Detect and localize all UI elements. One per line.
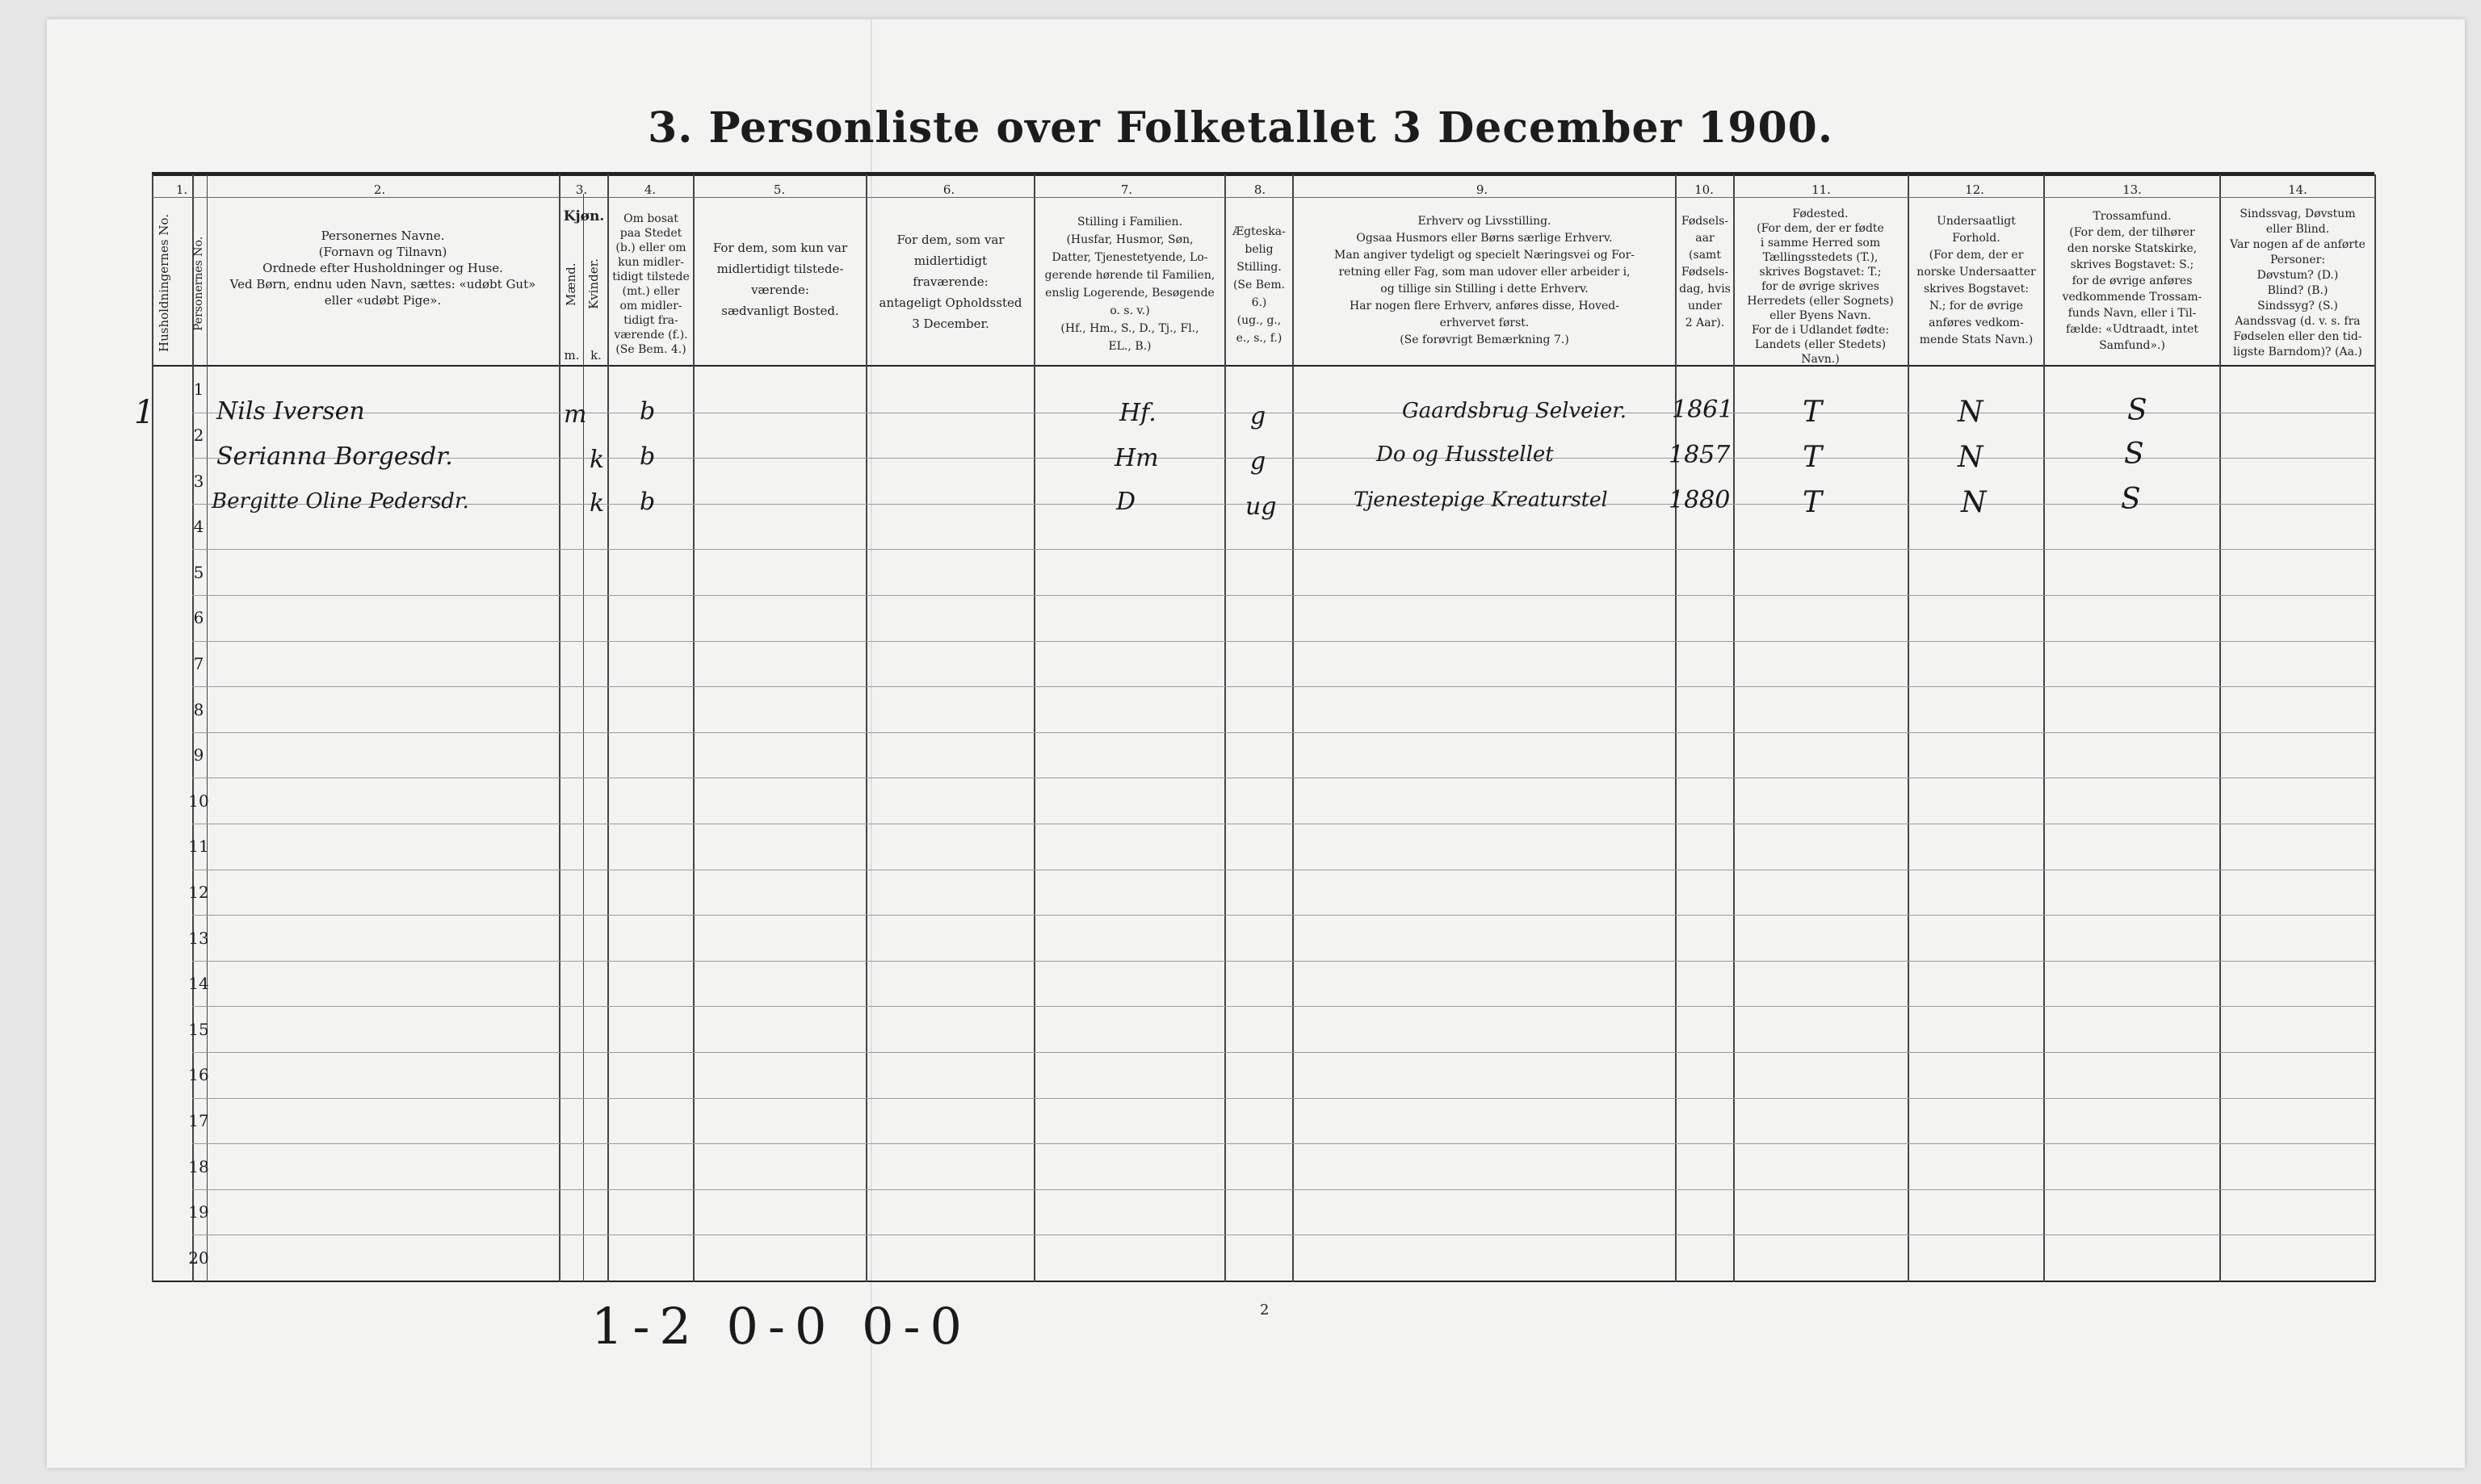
- row-line: [192, 1052, 2374, 1053]
- col-num-5: 5.: [773, 182, 786, 197]
- col-num-7: 7.: [1120, 182, 1133, 197]
- marital-status: g: [1250, 447, 1266, 476]
- col-num-12: 12.: [1965, 182, 1984, 197]
- col-num-3: 3.: [575, 182, 588, 197]
- marital-header: Ægteska- belig Stilling. (Se Bem. 6.) (ug., g., e., s., f.): [1232, 225, 1286, 345]
- row-line: [192, 1143, 2374, 1144]
- row-number: 15: [188, 1020, 209, 1039]
- residence-header: Om bosat paa Stedet (b.) eller om kun midler- tidigt tilstede (mt.) eller om midler- tidigt fra- værende (f.). (Se Bem. 4.): [612, 212, 690, 356]
- birth-year: 1857: [1669, 441, 1731, 469]
- person-no-header: Personernes No.: [192, 236, 205, 331]
- row-number: 11: [188, 836, 209, 856]
- row-line: [192, 458, 2374, 459]
- residence-mark: b: [640, 488, 656, 516]
- row-number: 6: [193, 608, 204, 627]
- disability-header: Sindssvag, Døvstum eller Blind. Var nogen af de anførte Personer: Døvstum? (D.) Blind? (B.) Sindssyg? (S.) Aandssvag (d. v. s. fra Fødselen eller den tid- ligste Barndom)? (Aa.): [2230, 208, 2366, 358]
- person-name: Nils Iversen: [216, 397, 365, 425]
- person-name: Serianna Borgesdr.: [216, 442, 453, 471]
- nationality-header: Undersaatligt Forhold. (For dem, der er norske Undersaatter skrives Bogstavet: N.; for de øvrige anføres vedkom- mende Stats Navn.): [1916, 215, 2036, 346]
- female-abbrev: k.: [590, 348, 602, 363]
- sex-mark: k: [590, 489, 605, 518]
- col-num-10: 10.: [1694, 182, 1714, 197]
- row-number: 13: [188, 929, 209, 948]
- marital-status: ug: [1245, 493, 1277, 521]
- occupation: Gaardsbrug Selveier.: [1402, 399, 1627, 423]
- household-number: 1: [134, 394, 155, 431]
- birth-year: 1861: [1672, 396, 1734, 424]
- col-line: [1675, 174, 1677, 1282]
- col-line: [2374, 174, 2376, 1282]
- sex-mark: m: [564, 400, 587, 429]
- row-number: 20: [188, 1248, 209, 1268]
- col-num-14: 14.: [2288, 182, 2307, 197]
- row-number: 8: [193, 700, 204, 719]
- row-number: 5: [193, 563, 204, 582]
- names-header: Personernes Navne. (Fornavn og Tilnavn) Ordnede efter Husholdninger og Huse. Ved Børn, endnu uden Navn, sættes: «udøbt Gut» eller «udøbt Pige».: [229, 228, 536, 308]
- residence-mark: b: [640, 442, 656, 471]
- row-number: 16: [188, 1065, 209, 1084]
- faith: S: [2121, 483, 2141, 516]
- family-position: Hm: [1115, 444, 1159, 472]
- row-line: [192, 1189, 2374, 1190]
- birthplace-header: Fødested. (For dem, der er fødte i samme Herred som Tællingsstedets (T.), skrives Bogstavet: T.; for de øvrige skrives Herredets (eller Sognets) eller Byens Navn. For de i Udlandet fødte: Landets (eller Stedets) Navn.): [1747, 208, 1894, 366]
- row-line: [192, 595, 2374, 596]
- header-bottom-rule: [152, 365, 2374, 367]
- row-line: [192, 732, 2374, 733]
- page-title: 3. Personliste over Folketallet 3 December 1900.: [648, 103, 1833, 153]
- sex-mark: k: [590, 446, 605, 474]
- col-num-13: 13.: [2122, 182, 2142, 197]
- row-line: [192, 641, 2374, 642]
- row-number: 14: [188, 974, 209, 993]
- row-line: [192, 686, 2374, 687]
- row-number: 4: [193, 517, 204, 536]
- male-header: Mænd.: [564, 262, 578, 306]
- tally-summary: 1-2 0-0 0-0: [591, 1297, 972, 1356]
- col-line: [559, 174, 560, 1282]
- faith: S: [2124, 438, 2144, 471]
- row-line: [192, 549, 2374, 550]
- row-number: 18: [188, 1157, 209, 1176]
- col-num-1: 1.: [175, 182, 188, 197]
- col-line: [607, 174, 609, 1282]
- usual-residence-header: For dem, som kun var midlertidigt tilstede- værende: sædvanligt Bosted.: [712, 241, 848, 318]
- num-row-line: [152, 197, 2374, 198]
- occupation-header: Erhverv og Livsstilling. Ogsaa Husmors eller Børns særlige Erhverv. Man angiver tydeligt og specielt Næringsvei og For- retning eller Fag, som man udover eller arbeider i, og tillige sin Stilling i dette Erhverv. Har nogen flere Erhverv, anføres disse, Hoved- erhvervet først. (Se forøvrigt Bemærkning 7.): [1334, 215, 1635, 346]
- family-position: D: [1116, 488, 1136, 516]
- row-number: 1: [193, 379, 204, 399]
- nationality: N: [1958, 441, 1984, 474]
- residence-mark: b: [640, 397, 656, 425]
- col-num-2: 2.: [373, 182, 386, 197]
- col-line: [1034, 174, 1035, 1282]
- row-number: 2: [193, 425, 204, 445]
- birthplace: T: [1803, 396, 1823, 429]
- birthplace: T: [1803, 441, 1823, 474]
- female-header: Kvinder.: [586, 258, 601, 310]
- nationality: N: [1961, 486, 1987, 519]
- row-number: 3: [193, 472, 204, 491]
- col-line: [693, 174, 695, 1282]
- occupation: Do og Husstellet: [1376, 442, 1554, 467]
- family-position-header: Stilling i Familien. (Husfar, Husmor, Søn, Datter, Tjenestetyende, Lo- gerende hørende til Familien, enslig Logerende, Besøgende o. s. v.) (Hf., Hm., S., D., Tj., Fl., EL., B.): [1044, 216, 1215, 353]
- occupation: Tjenestepige Kreaturstel: [1354, 488, 1608, 511]
- birthplace: T: [1803, 486, 1823, 519]
- row-number: 17: [188, 1111, 209, 1130]
- row-line: [192, 504, 2374, 505]
- family-position: Hf.: [1119, 399, 1157, 427]
- row-line: [192, 1006, 2374, 1007]
- col-num-8: 8.: [1253, 182, 1266, 197]
- page-number: 2: [1260, 1302, 1270, 1318]
- col-line: [866, 174, 867, 1282]
- nationality: N: [1958, 396, 1984, 429]
- temporary-location-header: For dem, som var midlertidigt fraværende: antageligt Opholdssted 3 December.: [879, 233, 1022, 331]
- row-number: 12: [188, 882, 209, 902]
- row-number: 7: [193, 654, 204, 673]
- sex-header: Kjøn.: [563, 208, 605, 224]
- household-no-header: Husholdningernes No.: [157, 214, 171, 353]
- col-num-4: 4.: [644, 182, 657, 197]
- col-line: [1292, 174, 1294, 1282]
- faith-header: Trossamfund. (For dem, der tilhører den norske Statskirke, skrives Bogstavet: S.; for de øvrige anføres vedkommende Trossam- funds Navn, eller i Til- fælde: «Udtraadt, intet Samfund».): [2062, 210, 2202, 352]
- col-line: [583, 194, 584, 1282]
- person-name: Bergitte Oline Pedersdr.: [212, 489, 469, 514]
- birth-year-header: Fødsels- aar (samt Fødsels- dag, hvis under 2 Aar).: [1679, 215, 1731, 329]
- row-number: 10: [188, 791, 209, 811]
- bottom-rule: [152, 1281, 2374, 1282]
- marital-status: g: [1250, 402, 1266, 430]
- birth-year: 1880: [1669, 486, 1731, 514]
- row-number: 9: [193, 745, 204, 765]
- col-line: [152, 174, 153, 1282]
- faith: S: [2127, 394, 2147, 427]
- row-line: [192, 961, 2374, 962]
- row-line: [192, 1098, 2374, 1099]
- col-num-9: 9.: [1476, 182, 1488, 197]
- col-num-6: 6.: [942, 182, 955, 197]
- col-num-11: 11.: [1811, 182, 1831, 197]
- male-abbrev: m.: [564, 348, 580, 363]
- row-line: [192, 915, 2374, 916]
- top-rule: [152, 172, 2374, 176]
- row-number: 19: [188, 1202, 209, 1222]
